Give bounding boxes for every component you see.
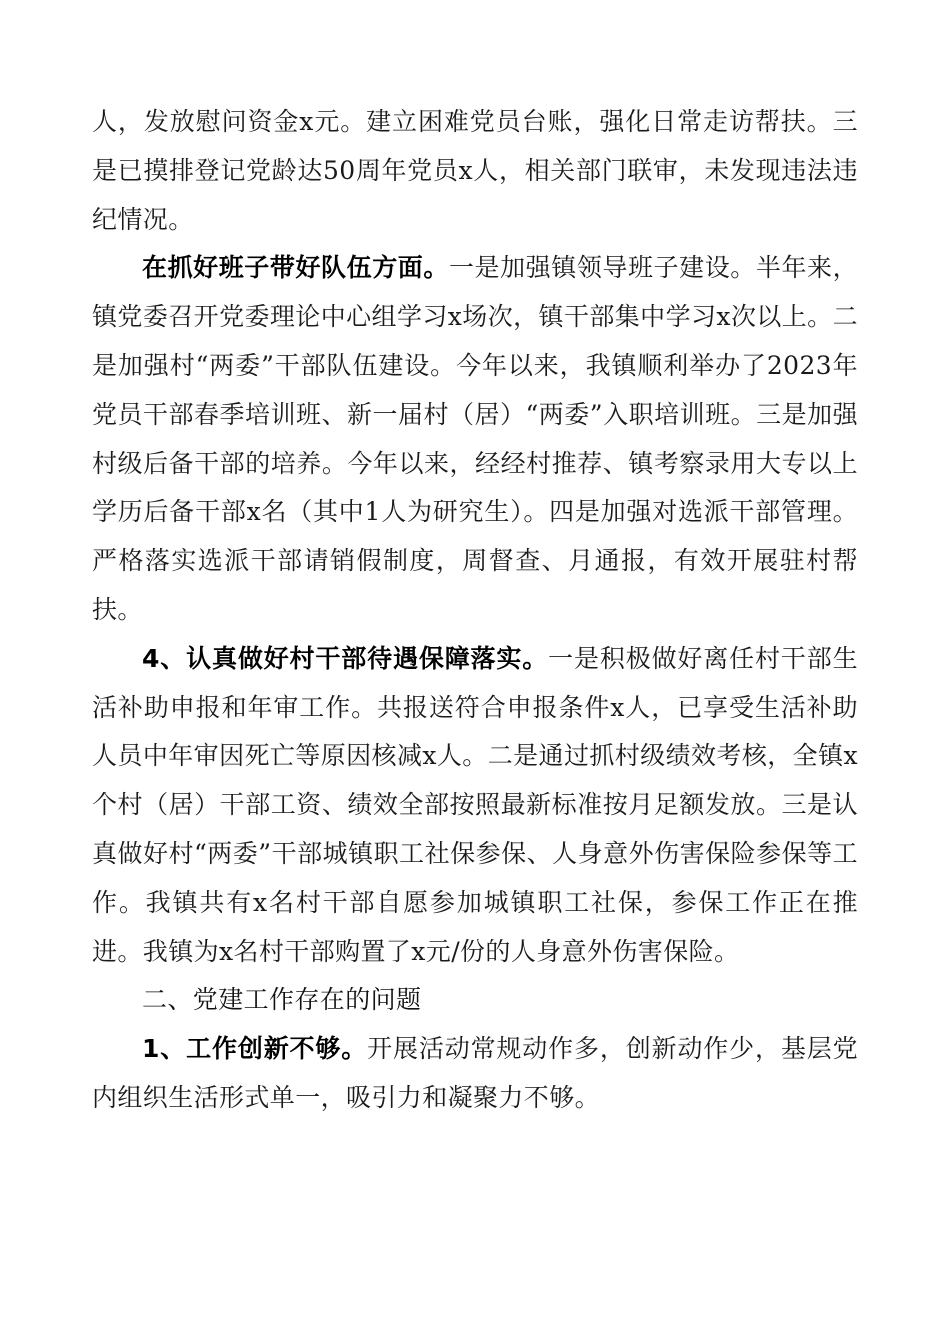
- paragraph-lead: 1、工作创新不够。: [142, 1034, 368, 1064]
- paragraph-text: 开展活动常规动作多，创新动作少，基层党内组织生活形式单一，吸引力和凝聚力不够。: [92, 1034, 859, 1112]
- paragraph-cadre-benefits: [92, 635, 858, 977]
- paragraph-innovation: [92, 1025, 858, 1123]
- document-body: [92, 98, 858, 1123]
- paragraph-continuation: [92, 98, 858, 244]
- paragraph-text: 一是积极做好离任村干部生活补助申报和年审工作。共报送符合申报条件x人，已享受生活补助人员中年审因死亡等原因核减x人。二是通过抓村级绩效考核，全镇x个村（居）干部工资、绩效全部按照最新标准按月足额发放。三是认真做好村“两委”干部城镇职工社保参保、人身意外伤害保险参保等工作。我镇共有x名村干部自愿参加城镇职工社保，参保工作正在推进。我镇为x名村干部购置了x元/份的人身意外伤害保险。: [92, 643, 858, 966]
- section-heading-text: 二、党建工作存在的问题: [142, 985, 422, 1015]
- paragraph-lead: 在抓好班子带好队伍方面。: [142, 253, 449, 283]
- paragraph-lead: 4、认真做好村干部待遇保障落实。: [142, 643, 549, 673]
- paragraph-text: 一是加强镇领导班子建设。半年来，镇党委召开党委理论中心组学习x场次，镇干部集中学习x次以上。二是加强村“两委”干部队伍建设。今年以来，我镇顺利举办了2023年党员干部春季培训班、新一届村（居）“两委”入职培训班。三是加强村级后备干部的培养。今年以来，经经村推荐、镇考察录用大专以上学历后备干部x名（其中1人为研究生）。四是加强对选派干部管理。严格落实选派干部请销假制度，周督查、月通报，有效开展驻村帮扶。: [92, 253, 858, 624]
- paragraph-text: 人，发放慰问资金x元。建立困难党员台账，强化日常走访帮扶。三是已摸排登记党龄达50周年党员x人，相关部门联审，未发现违法违纪情况。: [92, 107, 858, 234]
- section-heading: [92, 976, 858, 1025]
- paragraph-team-building: [92, 244, 858, 634]
